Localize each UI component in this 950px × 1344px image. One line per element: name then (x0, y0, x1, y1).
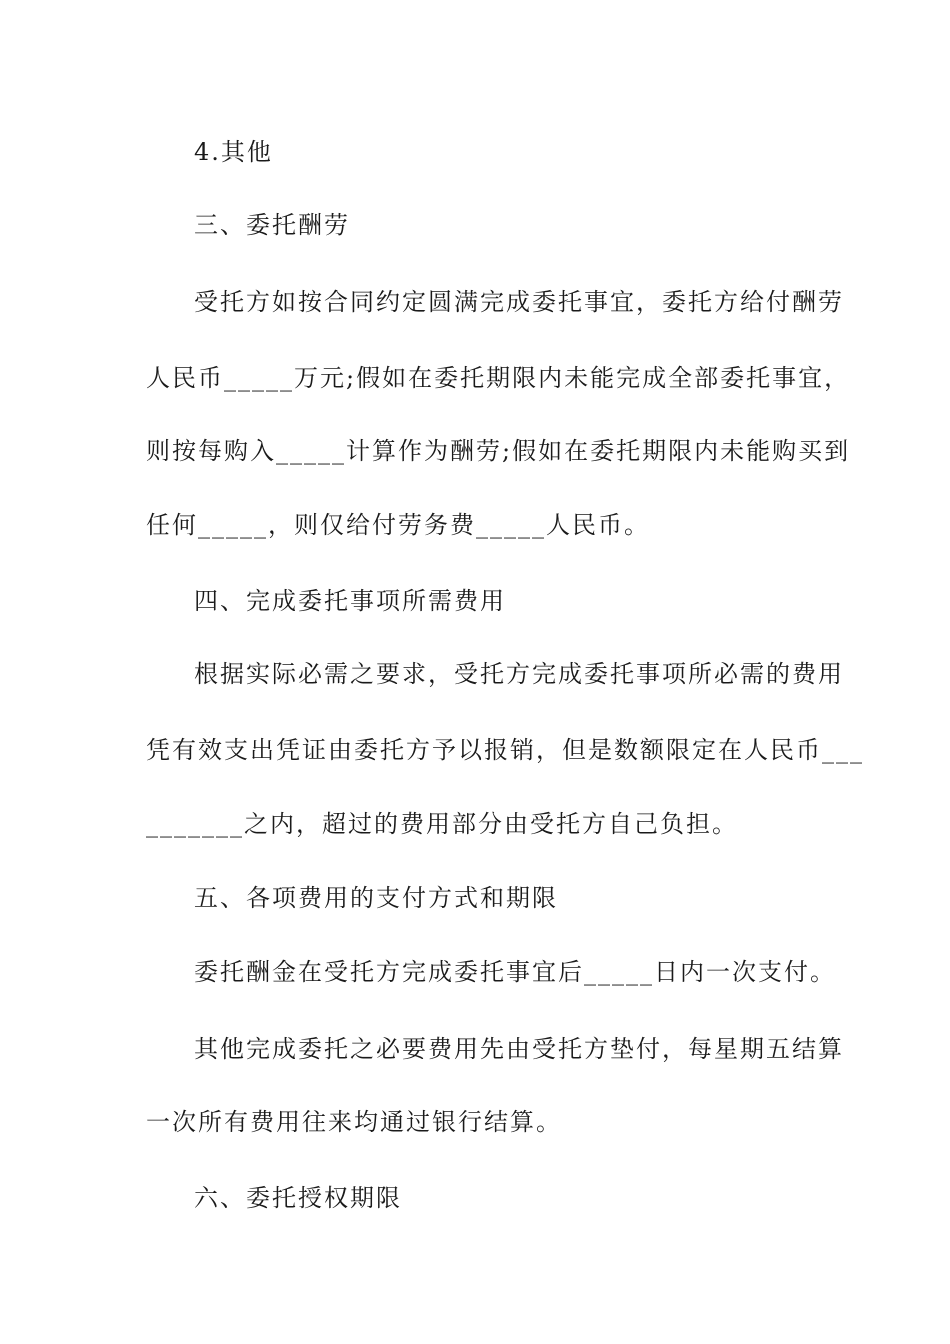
section-3-para-line-4: 任何_____，则仅给付劳务费_____人民币。 (146, 511, 650, 539)
section-4-para-line-1: 根据实际必需之要求，受托方完成委托事项所必需的费用 (194, 660, 844, 688)
section-5-para-1: 委托酬金在受托方完成委托事宜后_____日内一次支付。 (194, 958, 836, 986)
section-3-heading: 三、委托酬劳 (194, 211, 350, 239)
section-3-para-line-1: 受托方如按合同约定圆满完成委托事宜，委托方给付酬劳 (194, 288, 844, 316)
section-5-para-2-line-2: 一次所有费用往来均通过银行结算。 (146, 1108, 562, 1136)
section-5-para-2-line-1: 其他完成委托之必要费用先由受托方垫付，每星期五结算 (194, 1035, 844, 1063)
section-5-heading: 五、各项费用的支付方式和期限 (194, 884, 558, 912)
section-3-para-line-2: 人民币_____万元;假如在委托期限内未能完成全部委托事宜， (146, 364, 851, 392)
section-4-para-line-3: _______之内，超过的费用部分由受托方自己负担。 (146, 810, 738, 838)
section-4-heading: 四、完成委托事项所需费用 (194, 587, 506, 615)
section-3-para-line-3: 则按每购入_____计算作为酬劳;假如在委托期限内未能购买到 (146, 437, 851, 465)
section-6-heading: 六、委托授权期限 (194, 1184, 402, 1212)
section-4-para-line-2: 凭有效支出凭证由委托方予以报销，但是数额限定在人民币___ (146, 736, 864, 764)
item-4-other: 4.其他 (194, 138, 273, 166)
